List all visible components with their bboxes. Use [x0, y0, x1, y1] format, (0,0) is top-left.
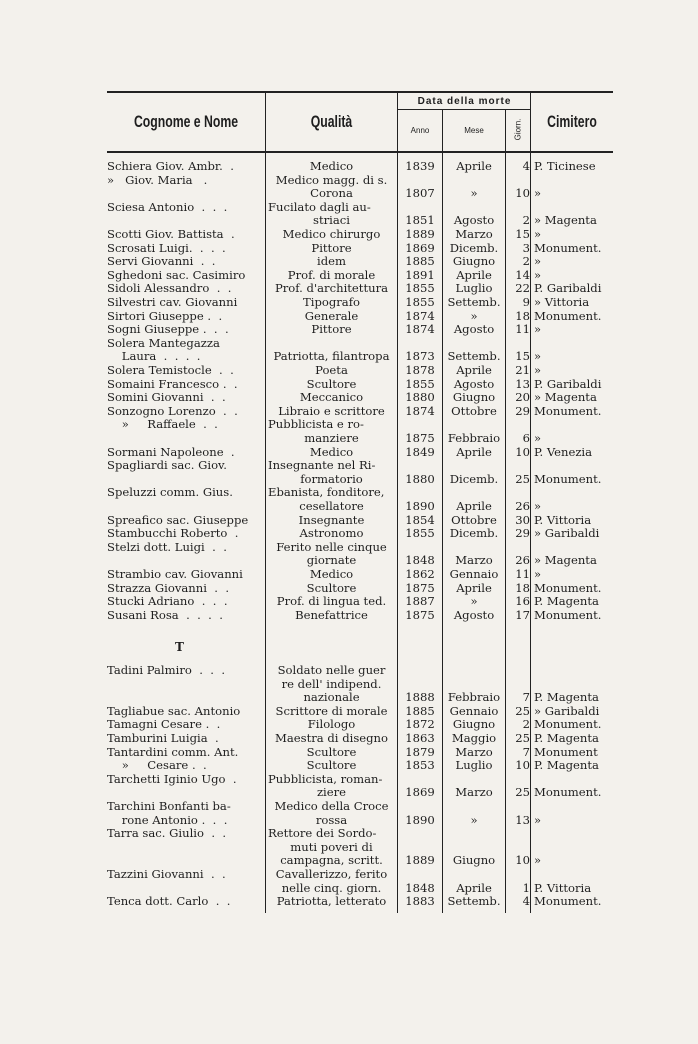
row-name: Schiera Giov. Ambr. . [107, 159, 234, 173]
row-name: Tadini Palmiro . . . [107, 663, 226, 677]
row-qualita: formatorio [300, 471, 363, 486]
row-cimitero: P. Magenta [534, 731, 599, 745]
row-qualita: Scultore [306, 744, 357, 759]
row-qualita: Patriotta, letterato [276, 894, 387, 909]
row-name: Sciesa Antonio . . . [107, 199, 228, 214]
row-mese: » [470, 308, 478, 323]
row-qualita: Prof. di lingua ted. [276, 594, 387, 609]
row-name: » Giov. Maria . [107, 172, 208, 187]
row-qualita: manziere [304, 431, 359, 445]
row-cimitero: » Magenta [534, 213, 597, 228]
row-cimitero: Monument. [534, 308, 602, 323]
row-anno: 1855 [405, 526, 435, 541]
row-cimitero: » [534, 363, 542, 377]
row-anno: 1880 [405, 471, 435, 486]
row-cimitero: » [534, 499, 542, 513]
row-mese: Agosto [453, 607, 495, 622]
row-qualita: Prof. d'architettura [274, 281, 389, 296]
row-anno: 1855 [405, 281, 435, 296]
row-cimitero: » [534, 349, 542, 364]
row-giorno: 26 [515, 499, 530, 513]
row-mese: Marzo [455, 785, 493, 800]
row-cimitero: » Vittoria [534, 295, 590, 309]
row-qualita: Astronomo [299, 526, 364, 541]
row-mese: Giugno [452, 254, 496, 269]
row-giorno: 7 [522, 744, 530, 759]
row-cimitero: Monument. [534, 240, 602, 255]
row-qualita: ziere [316, 785, 347, 800]
row-giorno: 7 [522, 690, 530, 705]
row-giorno: 29 [515, 526, 530, 541]
row-name: Stambucchi Roberto . [107, 526, 239, 541]
row-mese: Aprile [456, 499, 492, 513]
row-cimitero: Monument [534, 744, 598, 759]
row-cimitero: » Garibaldi [534, 703, 600, 718]
row-cimitero: » Magenta [534, 390, 597, 405]
row-giorno: 15 [515, 227, 530, 241]
row-name: Tagliabue sac. Antonio [107, 703, 241, 718]
row-name: Tenca dott. Carlo . . [107, 894, 231, 909]
row-cimitero: » [534, 812, 542, 827]
row-name: Sogni Giuseppe . . . [107, 322, 229, 337]
row-mese: Aprile [456, 444, 492, 459]
row-giorno: 25 [515, 731, 530, 745]
row-name: Servi Giovanni . . [107, 254, 216, 269]
row-giorno: 2 [522, 213, 530, 228]
row-cimitero: » [534, 853, 542, 868]
row-cimitero: P. Ticinese [534, 159, 596, 173]
row-giorno: 25 [515, 703, 530, 718]
row-qualita: Corona [310, 186, 353, 201]
row-name: Stucki Adriano . . . [107, 594, 228, 609]
row-mese: Marzo [455, 227, 493, 241]
row-name: Strambio cav. Giovanni [107, 567, 243, 581]
row-name: Scotti Giov. Battista . [107, 227, 235, 241]
row-name: Solera Mantegazza [107, 335, 220, 350]
row-giorno: 9 [522, 295, 530, 309]
row-cimitero: » [534, 431, 542, 445]
row-mese: » [470, 594, 478, 609]
row-mese: » [470, 186, 478, 201]
row-anno: 1873 [405, 349, 435, 364]
row-qualita: Scultore [306, 758, 357, 773]
row-mese: Febbraio [447, 431, 501, 445]
row-anno: 1874 [405, 322, 435, 337]
row-anno: 1839 [405, 159, 435, 173]
row-name: Tamburini Luigia . [107, 731, 219, 745]
row-mese: Agosto [453, 376, 495, 391]
row-cimitero: » [534, 227, 542, 241]
row-cimitero: » Magenta [534, 553, 597, 568]
row-qualita: Medico chirurgo [282, 227, 381, 241]
header-name: Cognome e Nome [133, 112, 239, 131]
row-anno: 1869 [405, 785, 435, 800]
row-mese: Maggio [451, 731, 497, 745]
row-cimitero: » [534, 267, 542, 282]
row-qualita: idem [317, 254, 346, 269]
row-mese: Luglio [455, 281, 493, 296]
row-qualita: Ebanista, fonditore, [268, 485, 385, 500]
row-anno: 1862 [405, 567, 435, 581]
row-qualita: giornate [306, 553, 357, 568]
row-anno: 1851 [405, 213, 435, 228]
row-cimitero: P. Magenta [534, 594, 599, 609]
row-giorno: 10 [515, 853, 530, 868]
row-qualita: striaci [313, 213, 350, 228]
header-cimitero: Cimitero [547, 112, 597, 131]
row-mese: Gennaio [449, 703, 499, 718]
row-anno: 1880 [405, 390, 435, 405]
row-giorno: 25 [515, 785, 530, 800]
row-qualita: Ferito nelle cinque [276, 539, 387, 554]
row-mese: Aprile [456, 267, 492, 282]
row-qualita: Pittore [311, 322, 352, 337]
row-anno: 1874 [405, 308, 435, 323]
row-mese: Luglio [455, 758, 493, 773]
row-anno: 1888 [405, 690, 435, 705]
row-cimitero: » [534, 322, 542, 337]
row-giorno: 13 [515, 812, 530, 827]
row-giorno: 26 [515, 553, 530, 568]
row-name: Somini Giovanni . . [107, 390, 226, 405]
row-giorno: 3 [522, 240, 530, 255]
row-cimitero: P. Vittoria [534, 880, 592, 895]
row-cimitero: » Garibaldi [534, 526, 600, 541]
row-qualita: Medico [309, 567, 354, 581]
row-cimitero: P. Garibaldi [534, 376, 602, 391]
row-mese: Ottobre [451, 403, 497, 418]
row-name: Tantardini comm. Ant. [107, 744, 239, 759]
row-cimitero: Monument. [534, 717, 602, 732]
row-qualita: nelle cinq. giorn. [281, 880, 382, 895]
row-name: Spagliardi sac. Giov. [107, 458, 227, 473]
row-name: Silvestri cav. Giovanni [107, 295, 238, 309]
header-anno: Anno [410, 126, 430, 135]
row-anno: 1869 [405, 240, 435, 255]
row-mese: Aprile [456, 159, 492, 173]
row-name: Susani Rosa . . . . [107, 607, 223, 622]
row-name: Tarchini Bonfanti ba- [107, 799, 231, 813]
row-qualita: nazionale [303, 690, 360, 705]
row-name: Spreafico sac. Giuseppe [107, 512, 249, 527]
row-qualita: Meccanico [299, 390, 364, 405]
row-mese: Dicemb. [449, 240, 499, 255]
row-cimitero: » [534, 186, 542, 201]
row-giorno: 4 [522, 894, 530, 909]
row-anno: 1875 [405, 580, 435, 595]
row-mese: Dicemb. [449, 471, 499, 486]
row-name: Sirtori Giuseppe . . [107, 308, 223, 323]
row-qualita: campagna, scritt. [280, 853, 383, 868]
row-name: Laura . . . . [107, 349, 201, 364]
row-qualita: Medico magg. di s. [275, 172, 388, 187]
row-qualita: Generale [304, 308, 359, 323]
row-cimitero: Monument. [534, 580, 602, 595]
row-anno: 1863 [405, 731, 435, 745]
row-giorno: 25 [515, 471, 530, 486]
row-name: Scrosati Luigi. . . . [107, 240, 226, 255]
row-giorno: 15 [515, 349, 530, 364]
row-name: Tamagni Cesare . . [107, 717, 221, 732]
row-anno: 1885 [405, 254, 435, 269]
row-qualita: Pittore [311, 240, 352, 255]
row-name: Tazzini Giovanni . . [107, 867, 226, 881]
row-mese: Aprile [456, 363, 492, 377]
row-anno: 1889 [405, 227, 435, 241]
row-cimitero: P. Garibaldi [534, 281, 602, 296]
row-giorno: 10 [515, 758, 530, 773]
row-name: Sormani Napoleone . [107, 444, 235, 459]
row-giorno: 11 [515, 322, 530, 337]
row-mese: Marzo [455, 553, 493, 568]
row-giorno: 11 [515, 567, 530, 581]
row-mese: Giugno [452, 717, 496, 732]
row-qualita: Pubblicista e ro- [268, 417, 364, 432]
row-anno: 1890 [405, 812, 435, 827]
row-giorno: 16 [515, 594, 530, 609]
row-giorno: 17 [515, 607, 530, 622]
row-qualita: Prof. di morale [287, 267, 376, 282]
row-giorno: 1 [522, 880, 530, 895]
row-cimitero: P. Vittoria [534, 512, 592, 527]
row-mese: Dicemb. [449, 526, 499, 541]
row-name: Tarra sac. Giulio . . [107, 826, 227, 841]
row-cimitero: » [534, 567, 542, 581]
row-qualita: re dell' indipend. [281, 676, 382, 691]
header-qualita: Qualità [310, 112, 353, 131]
row-anno: 1854 [405, 512, 435, 527]
row-mese: Settemb. [447, 295, 501, 309]
row-anno: 1848 [405, 553, 435, 568]
row-name: Strazza Giovanni . . [107, 580, 230, 595]
row-mese: Ottobre [451, 512, 497, 527]
row-cimitero: Monument. [534, 403, 602, 418]
row-giorno: 30 [515, 512, 530, 527]
row-mese: Aprile [456, 580, 492, 595]
row-giorno: 29 [515, 403, 530, 418]
row-mese: Aprile [456, 880, 492, 895]
row-qualita: Medico [309, 444, 354, 459]
row-giorno: 6 [522, 431, 530, 445]
row-anno: 1849 [405, 444, 435, 459]
row-qualita: Soldato nelle guer [277, 663, 386, 677]
row-cimitero: Monument. [534, 471, 602, 486]
row-anno: 1883 [405, 894, 435, 909]
row-anno: 1891 [405, 267, 435, 282]
row-qualita: Insegnante nel Ri- [268, 458, 376, 473]
row-name: Sonzogno Lorenzo . . [107, 403, 238, 418]
row-qualita: Benefattrice [295, 607, 368, 622]
row-anno: 1855 [405, 295, 435, 309]
row-qualita: Pubblicista, roman- [268, 771, 383, 786]
row-giorno: 13 [515, 376, 530, 391]
section-letter: T [175, 640, 184, 654]
row-name: Speluzzi comm. Gius. [107, 485, 233, 500]
row-qualita: Fucilato dagli au- [268, 199, 371, 214]
row-mese: Agosto [453, 322, 495, 337]
row-giorno: 18 [515, 580, 530, 595]
row-anno: 1890 [405, 499, 435, 513]
header-mese: Mese [464, 126, 484, 135]
row-qualita: rossa [315, 812, 348, 827]
row-qualita: Medico [309, 159, 354, 173]
row-mese: Febbraio [447, 690, 501, 705]
row-giorno: 20 [515, 390, 530, 405]
row-qualita: Maestra di disegno [274, 731, 389, 745]
row-qualita: Insegnante [298, 512, 365, 527]
row-anno: 1853 [405, 758, 435, 773]
row-anno: 1872 [405, 717, 435, 732]
row-name: Sidoli Alessandro . . [107, 281, 232, 296]
row-qualita: Poeta [315, 363, 348, 377]
row-qualita: muti poveri di [290, 839, 373, 854]
row-name: Somaini Francesco . . [107, 376, 238, 391]
row-giorno: 2 [522, 254, 530, 269]
row-cimitero: P. Magenta [534, 690, 599, 705]
row-name: Solera Temistocle . . [107, 363, 234, 377]
row-giorno: 10 [515, 444, 530, 459]
row-qualita: Scultore [306, 580, 357, 595]
row-cimitero: » [534, 254, 542, 269]
row-mese: Agosto [453, 213, 495, 228]
row-name: » Cesare . . [107, 758, 207, 773]
row-mese: » [470, 812, 478, 827]
row-anno: 1889 [405, 853, 435, 868]
row-giorno: 10 [515, 186, 530, 201]
row-qualita: Scrittore di morale [275, 703, 388, 718]
row-cimitero: Monument. [534, 894, 602, 909]
row-cimitero: Monument. [534, 785, 602, 800]
row-mese: Settemb. [447, 894, 501, 909]
row-cimitero: P. Magenta [534, 758, 599, 773]
row-anno: 1885 [405, 703, 435, 718]
row-qualita: Cavallerizzo, ferito [275, 867, 388, 881]
row-qualita: Libraio e scrittore [278, 403, 385, 418]
row-anno: 1855 [405, 376, 435, 391]
row-cimitero: Monument. [534, 607, 602, 622]
row-cimitero: P. Venezia [534, 444, 593, 459]
row-anno: 1848 [405, 880, 435, 895]
row-mese: Gennaio [449, 567, 499, 581]
row-giorno: 4 [522, 159, 530, 173]
row-giorno: 22 [515, 281, 530, 296]
row-anno: 1878 [405, 363, 435, 377]
row-qualita: Patriotta, filantropa [273, 349, 390, 364]
row-name: » Raffaele . . [107, 417, 218, 432]
row-mese: Marzo [455, 744, 493, 759]
row-giorno: 14 [515, 267, 530, 282]
row-mese: Settemb. [447, 349, 501, 364]
row-name: Tarchetti Iginio Ugo . [107, 771, 237, 786]
row-giorno: 18 [515, 308, 530, 323]
row-name: Sghedoni sac. Casimiro [107, 267, 246, 282]
row-qualita: Medico della Croce [274, 799, 389, 813]
row-qualita: Scultore [306, 376, 357, 391]
row-name: Stelzi dott. Luigi . . [107, 539, 227, 554]
header-data-morte: Data della morte [417, 96, 512, 107]
row-mese: Giugno [452, 853, 496, 868]
row-name: rone Antonio . . . [107, 812, 228, 827]
row-giorno: 2 [522, 717, 530, 732]
row-anno: 1879 [405, 744, 435, 759]
header-giorno: Giorn. [513, 118, 523, 141]
row-anno: 1875 [405, 431, 435, 445]
row-qualita: Filologo [307, 717, 356, 732]
row-giorno: 21 [515, 363, 530, 377]
row-qualita: Rettore dei Sordo- [268, 826, 377, 841]
row-qualita: cesellatore [299, 499, 364, 513]
row-anno: 1874 [405, 403, 435, 418]
row-qualita: Tipografo [303, 295, 360, 309]
row-anno: 1807 [405, 186, 435, 201]
row-anno: 1887 [405, 594, 435, 609]
row-mese: Giugno [452, 390, 496, 405]
row-anno: 1875 [405, 607, 435, 622]
